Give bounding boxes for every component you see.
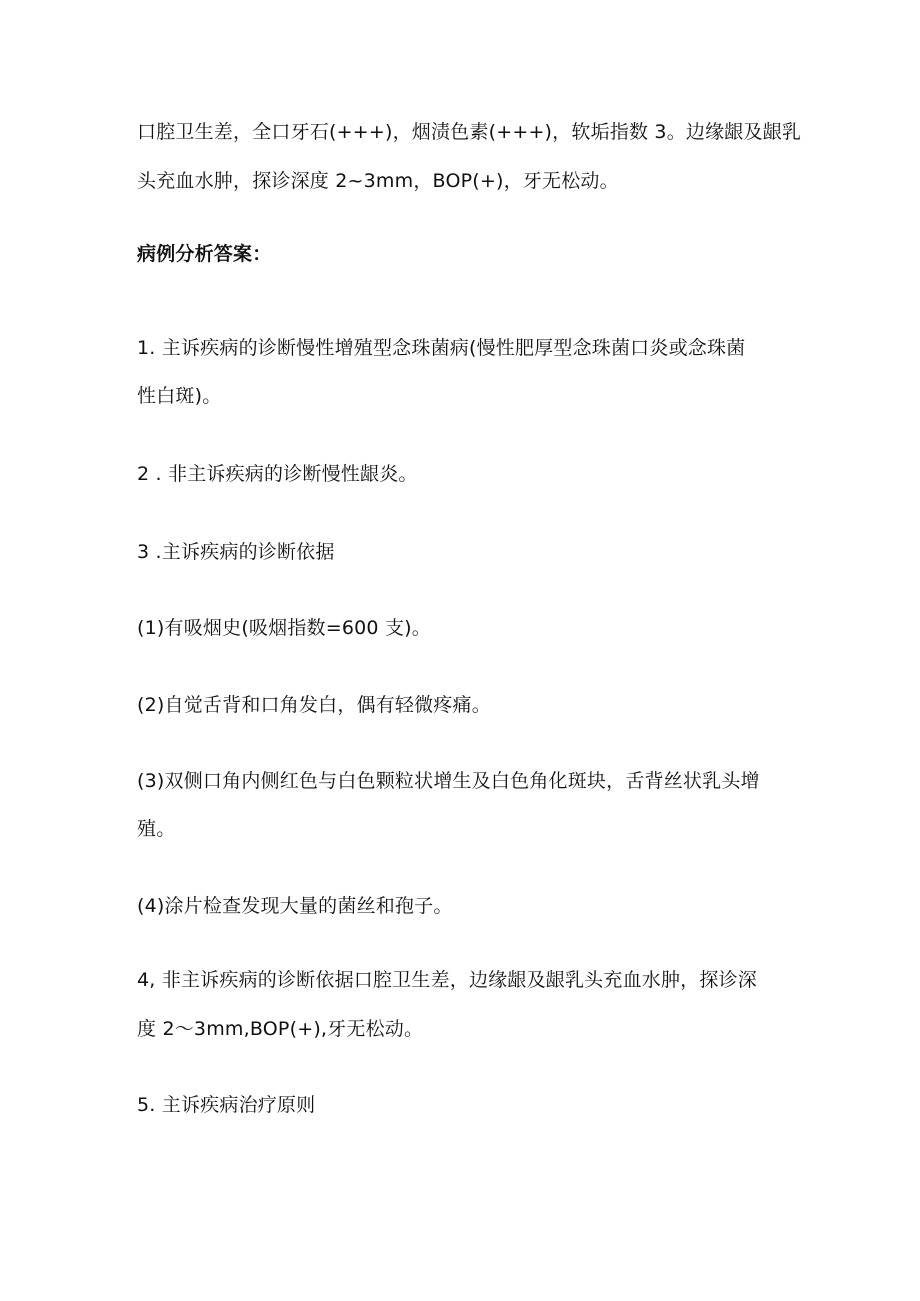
item-3-4-line: (4)涂片检查发现大量的菌丝和孢子。 — [137, 895, 453, 917]
intro-line-1: 口腔卫生差，全口牙石(+++)，烟渍色素(+++)，软垢指数 3。边缘龈及龈乳 — [137, 121, 802, 143]
item-3-2-line: (2)自觉舌背和口角发白，偶有轻微疼痛。 — [137, 694, 491, 716]
item-3-3-line-1: (3)双侧口角内侧红色与白色颗粒状增生及白色角化斑块，舌背丝状乳头增 — [137, 770, 760, 792]
section-heading: 病例分析答案： — [137, 243, 272, 265]
intro-line-2: 头充血水肿，探诊深度 2~3mm，BOP(+)，牙无松动。 — [137, 170, 619, 192]
item-3-3-line-2: 殖。 — [137, 818, 176, 840]
item-1-line-1: 1. 主诉疾病的诊断慢性增殖型念珠菌病(慢性肥厚型念珠菌口炎或念珠菌 — [137, 337, 746, 359]
item-3-line: 3 .主诉疾病的诊断依据 — [137, 541, 335, 563]
item-4-line-2: 度 2～3mm,BOP(+),牙无松动。 — [137, 1018, 424, 1040]
item-2-line: 2 . 非主诉疾病的诊断慢性龈炎。 — [137, 463, 418, 485]
item-4-line-1: 4, 非主诉疾病的诊断依据口腔卫生差，边缘龈及龈乳头充血水肿，探诊深 — [137, 969, 757, 991]
item-3-1-line: (1)有吸烟史(吸烟指数=600 支)。 — [137, 617, 431, 639]
item-1-line-2: 性白斑)。 — [137, 385, 222, 407]
item-5-line: 5. 主诉疾病治疗原则 — [137, 1094, 316, 1116]
